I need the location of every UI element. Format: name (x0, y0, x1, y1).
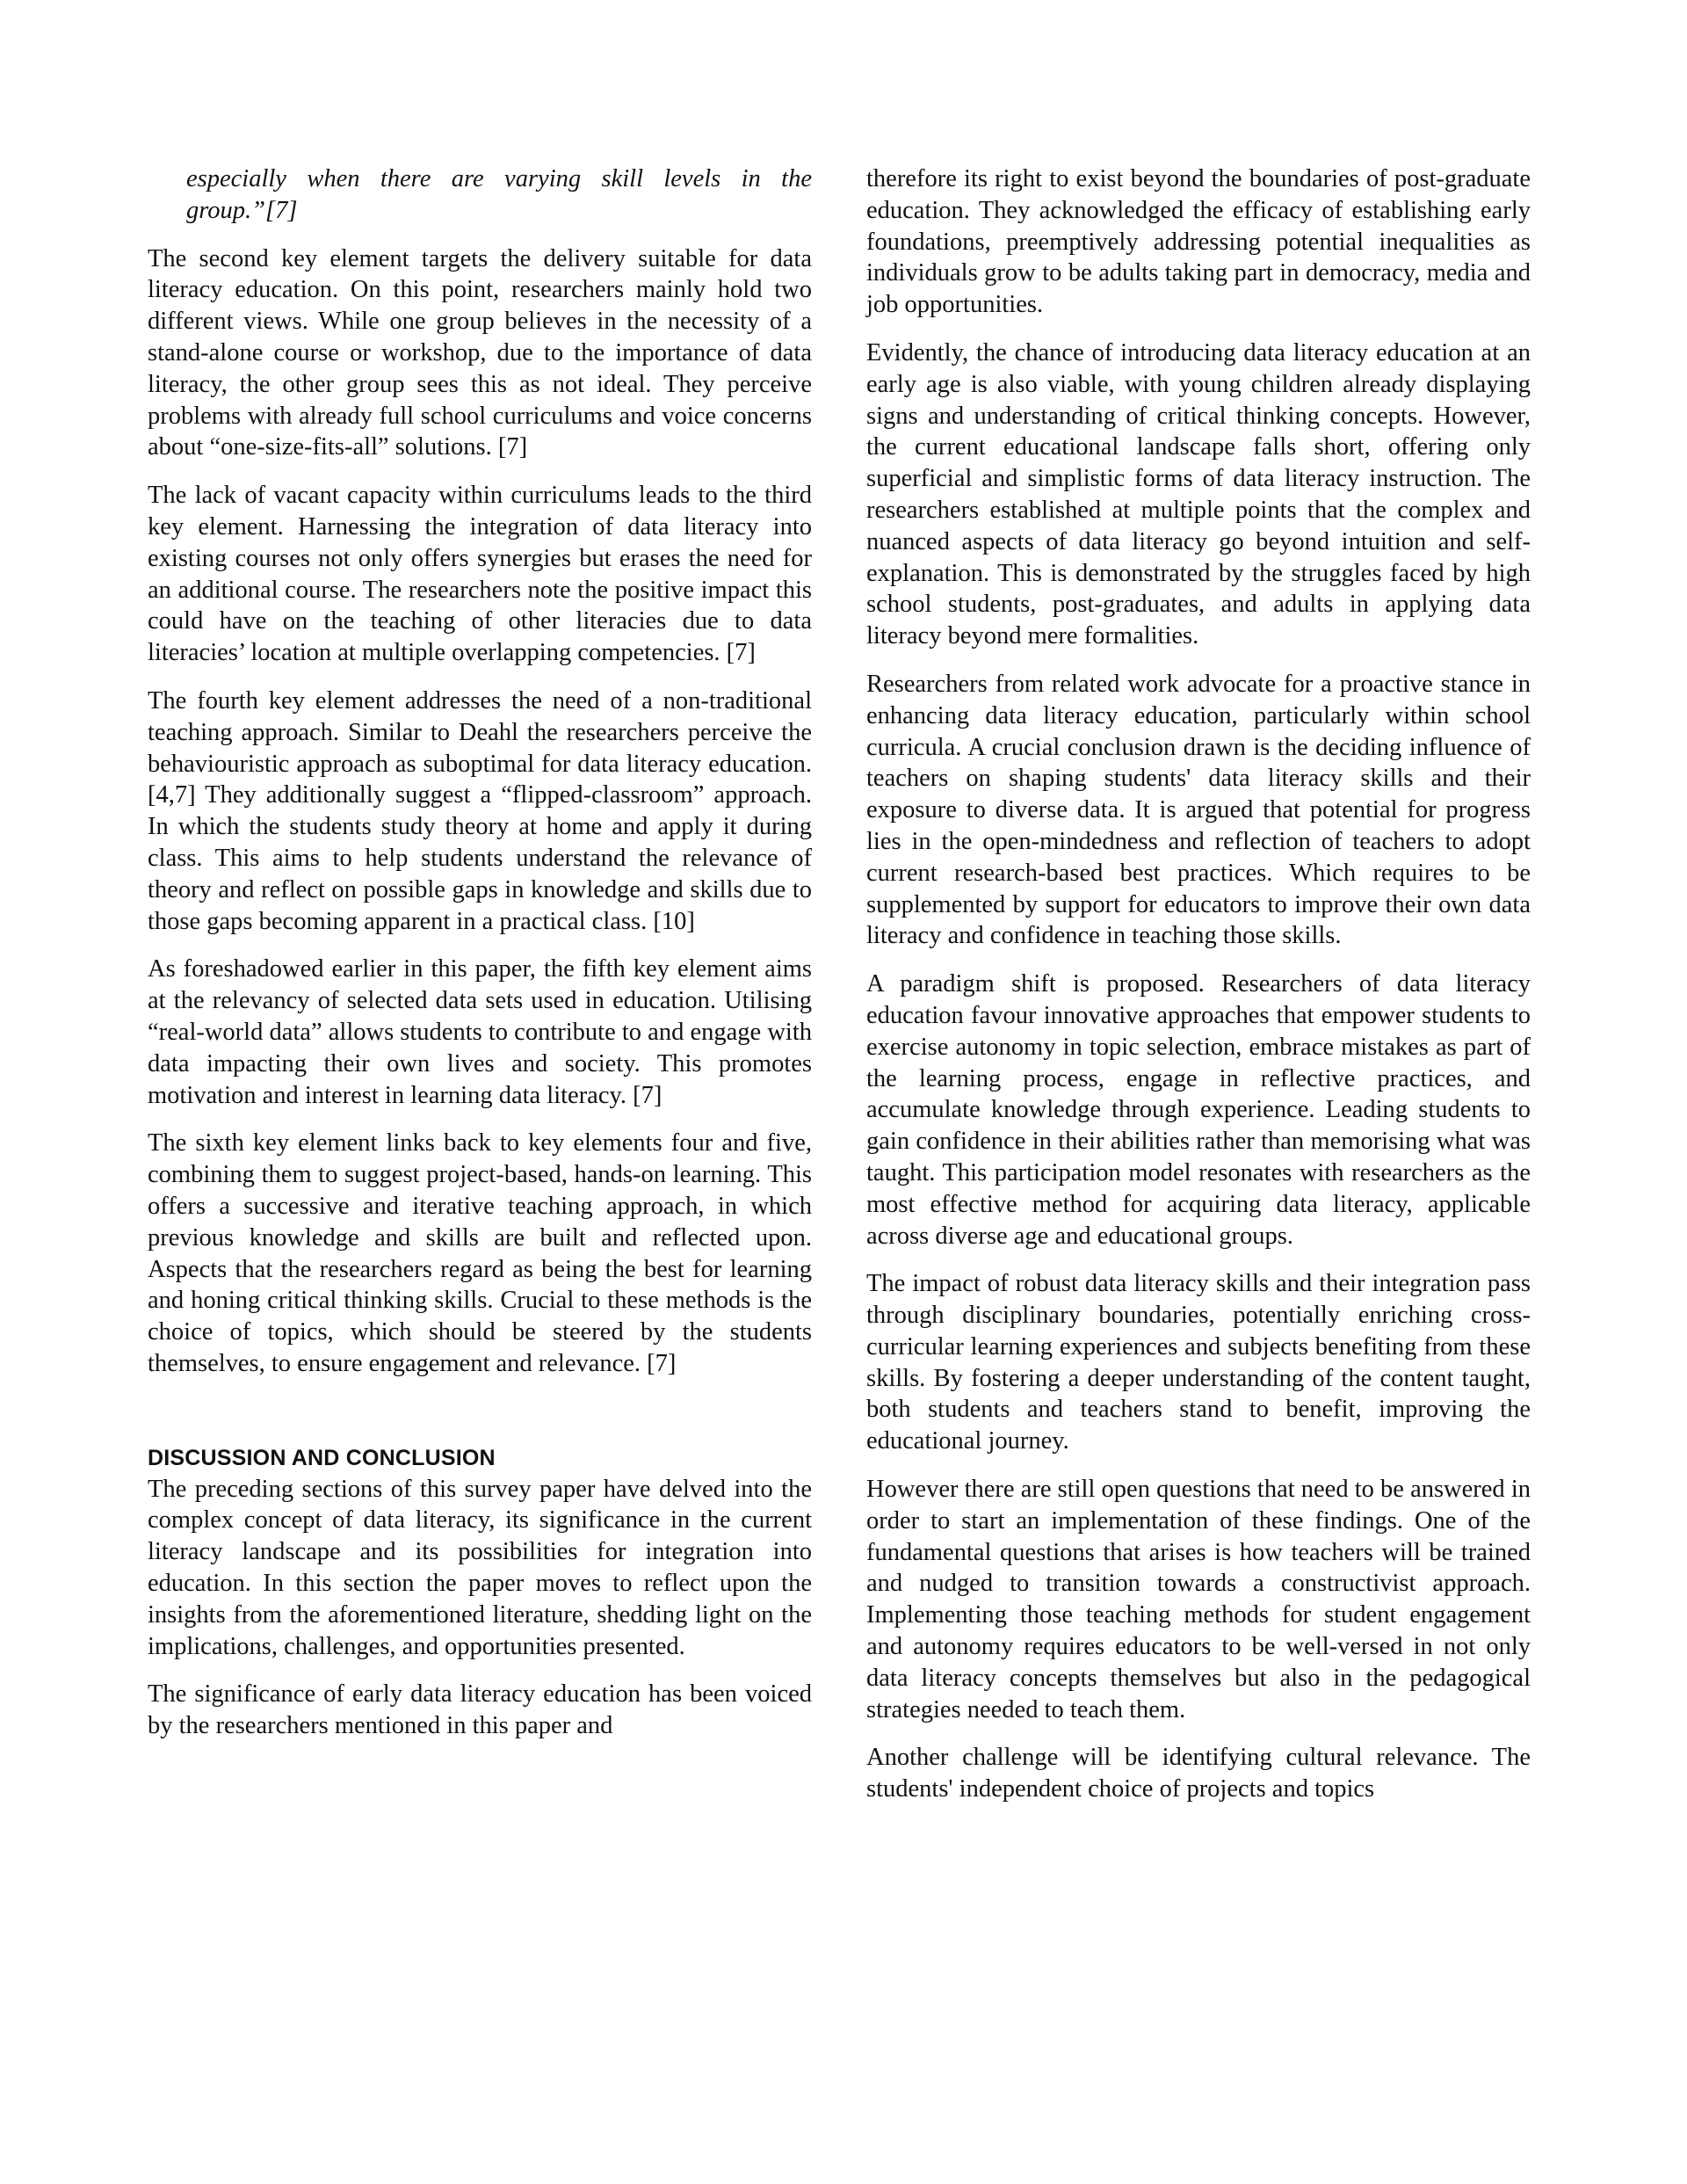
paragraph-cultural-relevance: Another challenge will be identifying cultural relevance. The students' independent choice of projects and topics (866, 1744, 1531, 1803)
paragraph-discussion-intro: The preceding sections of this survey paper have delved into the complex concept of data literacy, its significance in the current literacy landscape and its possibilities for integration into education. In this section the paper moves to reflect upon the insights from the aforementioned literature, shedding light on the implications, challenges, and opportunities presented. (148, 1475, 812, 1660)
paragraph-second-key-element: The second key element targets the delivery suitable for data literacy education. On this point, researchers mainly hold two different views. While one group believes in the necessity of a stand-alone course or workshop, due to the importance of data literacy, the other group sees this as not ideal. They perceive problems with already full school curriculums and voice concerns about “one-size-fits-all” solutions. [7] (148, 244, 812, 461)
paragraph-open-questions: However there are still open questions that need to be answered in order to start an implementation of these findings. One of the fundamental questions that arises is how teachers will be trained and nudged to transition towards a constructivist approach. Implementing those teaching methods for student engagement and autonomy requires educators to be well-versed in not only data literacy concepts themselves but also in the pedagogical strategies needed to teach them. (866, 1476, 1531, 1723)
section-heading-discussion: DISCUSSION AND CONCLUSION (148, 1445, 496, 1470)
paragraph-impact: The impact of robust data literacy skills and their integration pass through disciplinary boundaries, potentially enriching cross-curricular learning experiences and subjects benefiting from these skills. By fostering a deeper understanding of the content taught, both students and teachers stand to benefit, improving the educational journey. (866, 1270, 1531, 1455)
paragraph-fifth-key-element: As foreshadowed earlier in this paper, the fifth key element aims at the relevancy of selected data sets used in education. Utilising “real-world data” allows students to contribute to and engage with data impacting their own lives and society. This promotes motivation and interest in learning data literacy. [7] (148, 955, 812, 1109)
paragraph-sixth-key-element: The sixth key element links back to key elements four and five, combining them to suggest project-based, hands-on learning. This offers a successive and iterative teaching approach, in which previous knowledge and skills are built and reflected upon. Aspects that the researchers regard as being the best for learning and honing critical thinking skills. Crucial to these methods is the choice of topics, which should be steered by the students themselves, to ensure engagement and relevance. [7] (148, 1129, 812, 1377)
paragraph-post-graduate: therefore its right to exist beyond the boundaries of post-graduate education. They acknowledged the efficacy of establishing early foundations, preemptively addressing potential inequalities as individuals grow to be adults taking part in democracy, media and job opportunities. (866, 165, 1531, 319)
paragraph-fourth-key-element: The fourth key element addresses the need of a non-traditional teaching approach. Similar to Deahl the researchers perceive the behaviouristic approach as suboptimal for data literacy education. [4,7] They additionally suggest a “flipped-classroom” approach. In which the students study theory at home and apply it during class. This aims to help students understand the relevance of theory and reflect on possible gaps in knowledge and skills due to those gaps becoming apparent in a practical class. [10] (148, 686, 812, 935)
quote-continuation: especially when there are varying skill levels in the group.”[7] (186, 165, 812, 224)
paragraph-paradigm-shift: A paradigm shift is proposed. Researchers of data literacy education favour innovative approaches that empower students to exercise autonomy in topic selection, embrace mistakes as part of the learning process, engage in reflective practices, and accumulate knowledge through experience. Leading students to gain confidence in their abilities rather than memorising what was taught. This participation model resonates with researchers as the most effective method for acquiring data literacy, applicable across diverse age and educational groups. (866, 970, 1531, 1250)
right-column (866, 163, 1531, 1822)
paragraph-early-age: Evidently, the chance of introducing data literacy education at an early age is also viable, with young children already displaying signs and understanding of critical thinking concepts. However, the current educational landscape falls short, offering only superficial and simplistic forms of data literacy instruction. The researchers established at multiple points that the complex and nuanced aspects of data literacy go beyond intuition and self-explanation. This is demonstrated by the struggles faced by high school students, post-graduates, and adults in applying data literacy beyond mere formalities. (866, 338, 1531, 650)
paragraph-proactive-stance: Researchers from related work advocate for a proactive stance in enhancing data literacy education, particularly within school curricula. A crucial conclusion drawn is the deciding influence of teachers on shaping students' data literacy skills and their exposure to diverse data. It is argued that potential for progress lies in the open-mindedness and reflection of teachers to adopt current research-based best practices. Which requires to be supplemented by support for educators to improve their own data literacy and confidence in teaching those skills. (866, 670, 1531, 950)
paragraph-early-education: The significance of early data literacy education has been voiced by the researchers mentioned in this paper and (148, 1680, 812, 1740)
section-spacer (148, 1397, 812, 1442)
left-column (148, 163, 812, 1759)
paragraph-third-key-element: The lack of vacant capacity within curriculums leads to the third key element. Harnessing the integration of data literacy into existing courses not only offers synergies but erases the need for an additional course. The researchers note the positive impact this could have on the teaching of other literacies due to data literacies’ location at multiple overlapping competencies. [7] (148, 482, 812, 667)
